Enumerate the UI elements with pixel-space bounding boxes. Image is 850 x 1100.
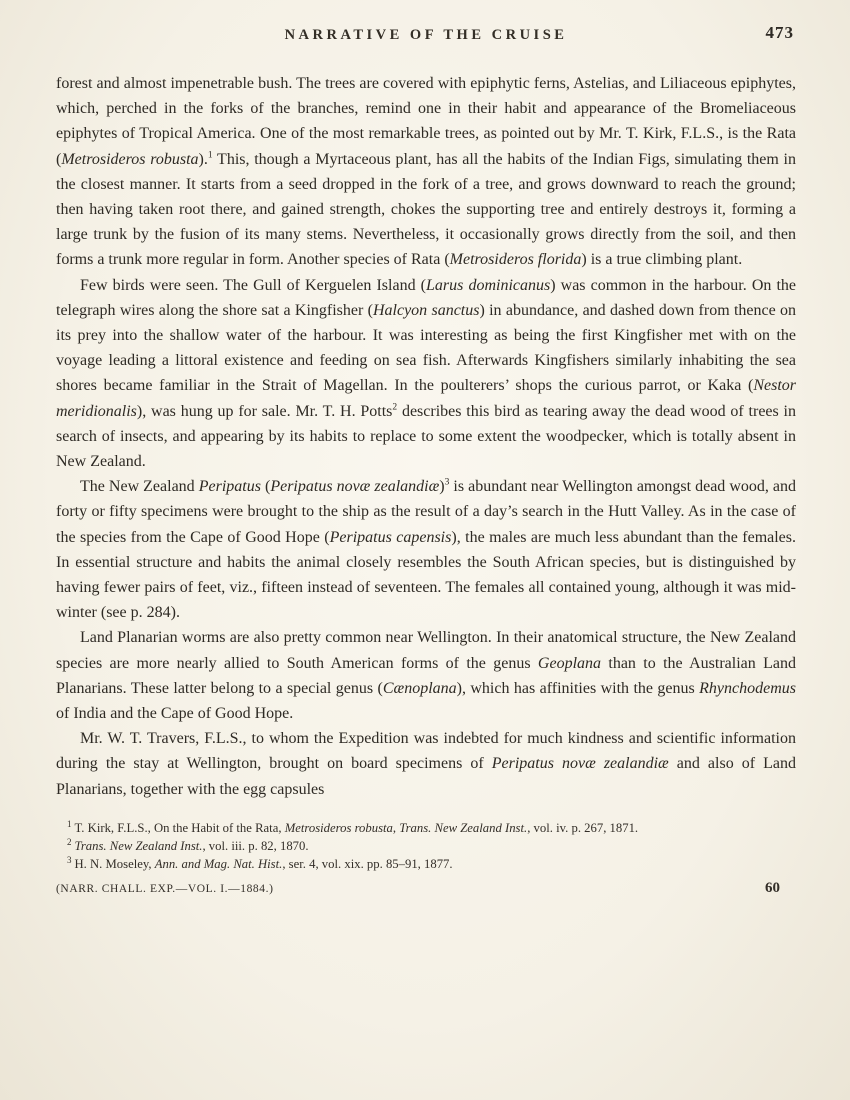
italic-text-run: Trans. New Zealand Inst. [399,820,528,835]
text-run: H. N. Moseley, [74,856,155,871]
italic-text-run: Larus dominicanus [426,276,551,294]
footnote-reference: 2 [392,402,398,413]
text-run: , ser. 4, vol. xix. pp. 85–91, 1877. [282,856,453,871]
imprint-line [56,880,796,897]
text-run: ) in abundance, and dashed down from thence on its prey into the shallow water of the harbour. It was interesting as being the first Kingfisher met with on the voyage leading a littoral existence and feeding on sea fish. Afterwards Kingfishers similarly inhabiting the sea shores became familiar in the Strait of Magellan. In the poulterers’ shops the curious parrot, or Kaka ( [56,301,797,395]
text-run: ) [439,478,445,496]
body-paragraphs [56,71,796,802]
footnotes [56,819,796,873]
italic-text-run: Metrosideros robusta [284,820,393,835]
italic-text-run: Cænoplana [382,679,457,697]
text-run: T. Kirk, F.L.S., On the Habit of the Rata, [74,820,285,835]
text-run: ) is a true climbing plant. [581,251,743,269]
page-number: 473 [765,23,794,42]
paragraph [56,71,796,273]
italic-text-run: Ann. and Mag. Nat. Hist. [154,856,283,871]
footnote-marker: 2 [67,836,72,847]
text-run: than to the Australian Land Planarians. These latter belong to a special genus ( [56,654,796,697]
footnote [56,837,796,855]
running-head [56,22,796,50]
text-run: Land Planarian worms are also pretty common near Wellington. In their anatomical structure, the New Zealand species are more nearly allied to South American forms of the genus [56,629,796,672]
text-run: , vol. iii. p. 82, 1870. [202,838,309,853]
italic-text-run: Metrosideros florida [449,251,582,269]
text-run: Mr. W. T. Travers, F.L.S., to whom the Expedition was indebted for much kindness and scientific information during the stay at Wellington, brought on board specimens of [56,730,796,773]
footnote [56,819,796,837]
italic-text-run: Peripatus capensis [329,528,452,546]
text-run: This, though a Myrtaceous plant, has all the habits of the Indian Figs, simulating them in the closest manner. It starts from a seed dropped in the fork of a tree, and grows downward to reach the ground; then having taken root there, and gained strength, chokes the supporting tree and entirely destroys it, forming a large trunk by the fusion of its many stems. Nevertheless, it occasionally grows directly from the soil, and then forms a trunk more regular in form. Another species of Rata ( [56,150,796,269]
text-run: ) was common in the harbour. On the telegraph wires along the shore sat a Kingfisher ( [56,276,797,319]
sheet-signature-number: 60 [765,879,780,896]
running-head-title: NARRATIVE OF THE CRUISE [284,27,568,43]
italic-text-run: Peripatus novæ zealandiæ [491,755,669,773]
text-run: describes this bird as tearing away the dead wood of trees in search of insects, and appearing by its habits to replace to some extent the woodpecker, which is totally absent in New Zealand. [56,402,797,471]
paragraph [56,273,796,475]
footnote-marker: 3 [67,854,72,865]
paragraph [56,625,796,726]
text-run: , vol. iv. p. 267, 1871. [527,820,639,835]
text-run: ), which has affinities with the genus [456,679,700,697]
footnote [56,855,796,873]
footnote-reference: 3 [444,477,450,488]
italic-text-run: Metrosideros robusta [61,150,199,168]
italic-text-run: Peripatus novæ zealandiæ [270,478,440,496]
text-run: ( [260,478,271,496]
text-run: , [392,820,400,835]
text-run: forest and almost impenetrable bush. The trees are covered with epiphytic ferns, Astelias, and Liliaceous epiphytes, which, perched in the forks of the branches, remind one in their habit and appearance of the Bromeliaceous epiphytes of Tropical America. One of the most remarkable trees, as pointed out by Mr. T. Kirk, F.L.S., is the Rata ( [56,75,796,168]
footnote-marker: 1 [67,818,72,829]
italic-text-run: Nestor meridionalis [56,377,796,420]
italic-text-run: Trans. New Zealand Inst. [74,838,203,853]
text-run: ), the males are much less abundant than the females. In essential structure and habits the animal closely resembles the South African species, but is distinguished by having fewer pairs of feet, viz., fifteen instead of seventeen. The females all contained young, although it was mid-winter (see p. 284). [56,528,797,622]
paragraph [56,726,796,802]
text-run: ), was hung up for sale. Mr. T. H. Potts [136,402,393,420]
text-run: The New Zealand [80,478,199,496]
text-run: and also of Land Planarians, together with the egg capsules [56,755,796,798]
text-run: is abundant near Wellington amongst dead wood, and forty or fifty specimens were brought to the ship as the result of a day’s search in the Hutt Valley. As in the case of the species from the Cape of Good Hope ( [56,478,797,546]
italic-text-run: Rhynchodemus [699,679,796,697]
italic-text-run: Halcyon sanctus [372,301,480,319]
text-run: of India and the Cape of Good Hope. [56,705,294,723]
footnote-reference: 1 [207,150,213,161]
text-run: Few birds were seen. The Gull of Kerguelen Island ( [80,276,426,294]
imprint-text: (NARR. CHALL. EXP.—VOL. I.—1884.) [56,882,274,895]
paragraph [56,474,796,625]
italic-text-run: Peripatus [198,478,261,496]
italic-text-run: Geoplana [537,654,602,672]
text-run: ). [198,150,208,168]
